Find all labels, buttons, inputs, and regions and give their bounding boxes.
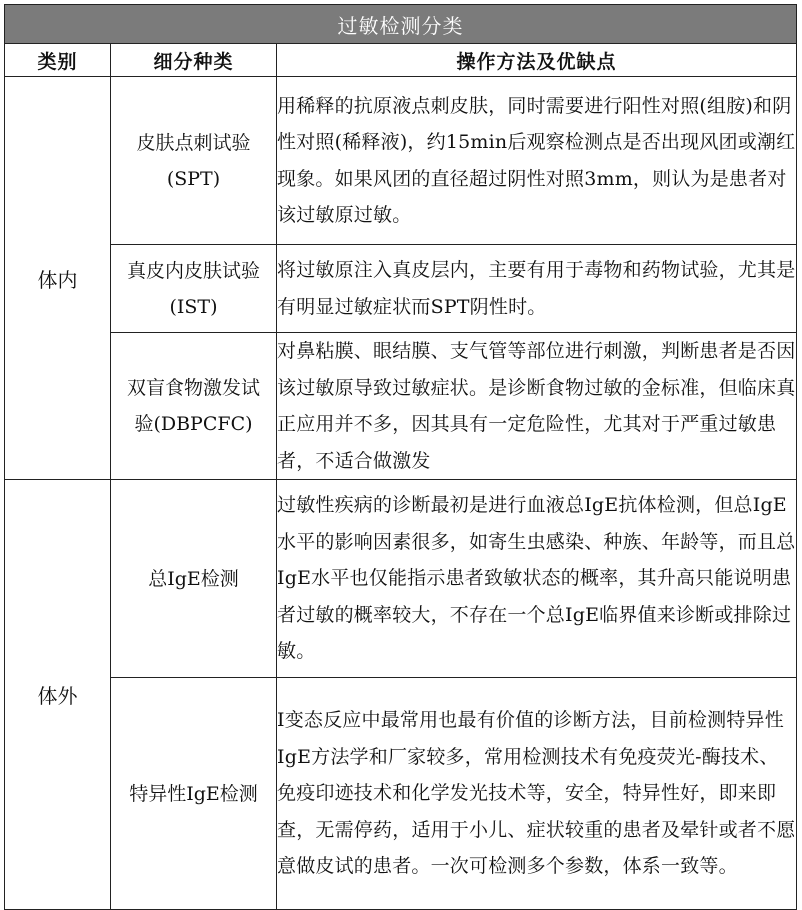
table-row	[5, 480, 797, 678]
table-row	[5, 245, 797, 333]
description-spt: 用稀释的抗原液点刺皮肤，同时需要进行阳性对照(组胺)和阴性对照(稀释液)，约15min后观察检测点是否出现风团或潮红现象。如果风团的直径超过阴性对照3mm，则认为是患者对该过敏原过敏。	[277, 77, 797, 245]
subtype-line: (SPT)	[166, 167, 221, 190]
table-title: 过敏检测分类	[5, 5, 797, 44]
subtype-spt	[111, 77, 277, 245]
table-row	[5, 333, 797, 480]
description-ist: 将过敏原注入真皮层内，主要有用于毒物和药物试验，尤其是有明显过敏症状而SPT阴性时。	[277, 245, 797, 333]
allergy-test-table	[4, 4, 797, 910]
table-row	[5, 678, 797, 910]
subtype-line: 真皮内皮肤试验	[126, 259, 260, 282]
subtype-total-ige	[111, 480, 277, 678]
subtype-line: 总IgE检测	[148, 567, 239, 590]
subtype-line: 双盲食物激发试	[126, 377, 260, 399]
category-in-vivo: 体内	[5, 77, 111, 480]
description-total-ige: 过敏性疾病的诊断最初是进行血液总IgE抗体检测，但总IgE水平的影响因素很多，如寄生虫感染、种族、年龄等，而且总IgE水平也仅能指示患者致敏状态的概率，其升高只能说明患者过敏的概率较大，不存在一个总IgE临界值来诊断或排除过敏。	[277, 480, 797, 678]
subtype-line: 特异性IgE检测	[129, 782, 258, 805]
description-specific-ige: I变态反应中最常用也最有价值的诊断方法，目前检测特异性IgE方法学和厂家较多，常用检测技术有免疫荧光-酶技术、免疫印迹技术和化学发光技术等，安全，特异性好，即来即查，无需停药，适用于小儿、症状较重的患者及晕针或者不愿意做皮试的患者。一次可检测多个参数，体系一致等。	[277, 678, 797, 910]
subtype-specific-ige	[111, 678, 277, 910]
table-row	[5, 77, 797, 245]
header-method: 操作方法及优缺点	[277, 44, 797, 77]
title-row	[5, 5, 797, 44]
subtype-ist	[111, 245, 277, 333]
header-row	[5, 44, 797, 77]
description-dbpcfc: 对鼻粘膜、眼结膜、支气管等部位进行刺激，判断患者是否因该过敏原导致过敏症状。是诊断食物过敏的金标准，但临床真正应用并不多，因其具有一定危险性，尤其对于严重过敏患者，不适合做激发	[277, 333, 797, 480]
subtype-line: 皮肤点刺试验	[136, 131, 251, 154]
subtype-line: (IST)	[169, 295, 218, 318]
header-subtype: 细分种类	[111, 44, 277, 77]
subtype-dbpcfc	[111, 333, 277, 480]
header-category: 类别	[5, 44, 111, 77]
category-in-vitro: 体外	[5, 480, 111, 910]
subtype-line: 验(DBPCFC)	[134, 413, 253, 435]
